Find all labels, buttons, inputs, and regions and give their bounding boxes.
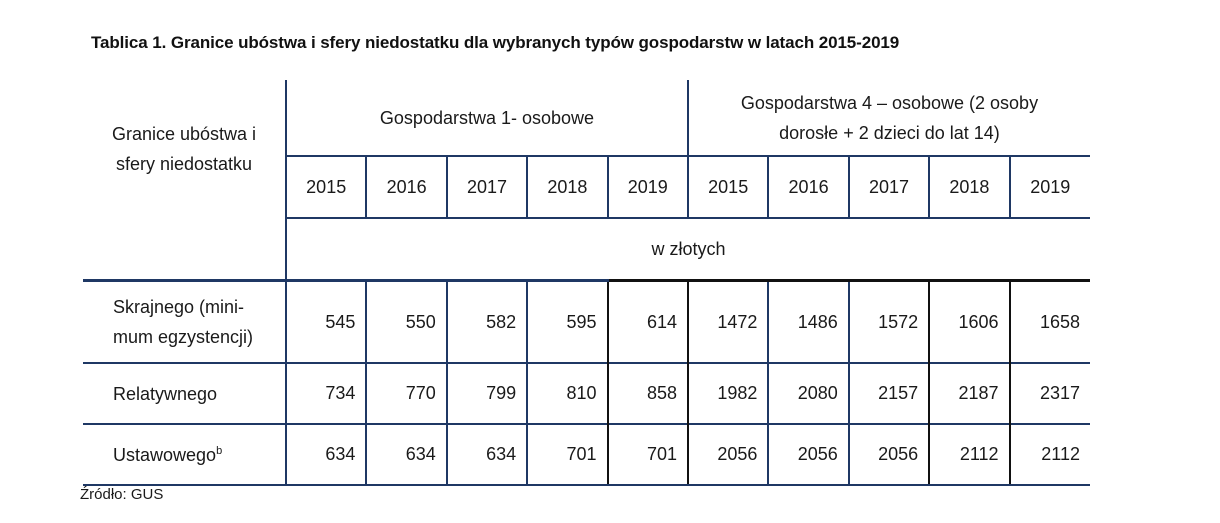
year-header: 2019 xyxy=(608,156,688,218)
table-cell: 1982 xyxy=(688,363,768,424)
table-row xyxy=(83,424,1090,485)
row-label-line: mum egzystencji) xyxy=(113,327,254,347)
row-label-text: Ustawowego xyxy=(113,444,217,465)
row-header-text: Granice ubóstwa i sfery niedostatku xyxy=(111,124,257,174)
year-header: 2016 xyxy=(366,156,446,218)
table-row xyxy=(83,281,1090,364)
table-cell: 799 xyxy=(447,363,527,424)
table-cell: 545 xyxy=(286,281,366,364)
row-label-line: Skrajnego (mini- xyxy=(113,297,245,317)
table-cell: 2187 xyxy=(929,363,1009,424)
table-cell: 634 xyxy=(447,424,527,485)
year-header: 2019 xyxy=(1010,156,1090,218)
table-cell: 2157 xyxy=(849,363,929,424)
footnote-marker: b xyxy=(216,444,223,457)
table-cell: 2056 xyxy=(688,424,768,485)
table-cell: 701 xyxy=(527,424,607,485)
table-cell: 810 xyxy=(527,363,607,424)
row-header-cell xyxy=(83,80,286,218)
year-header: 2017 xyxy=(447,156,527,218)
table-cell: 858 xyxy=(608,363,688,424)
table-cell: 614 xyxy=(608,281,688,364)
table-cell: 701 xyxy=(608,424,688,485)
year-header: 2017 xyxy=(849,156,929,218)
unit-header: w złotych xyxy=(286,218,1090,281)
table-cell: 2112 xyxy=(1010,424,1090,485)
table-cell: 2056 xyxy=(849,424,929,485)
table-cell: 582 xyxy=(447,281,527,364)
table-cell: 2056 xyxy=(768,424,848,485)
table-cell: 634 xyxy=(286,424,366,485)
year-header: 2016 xyxy=(768,156,848,218)
table-row xyxy=(83,363,1090,424)
table-cell: 550 xyxy=(366,281,446,364)
row-label: Relatywnego xyxy=(83,363,286,424)
table-cell: 1472 xyxy=(688,281,768,364)
year-header: 2018 xyxy=(527,156,607,218)
table-cell: 2080 xyxy=(768,363,848,424)
table-cell: 634 xyxy=(366,424,446,485)
table-title: Tablica 1. Granice ubóstwa i sfery niedostatku dla wybranych typów gospodarstw w latach 2015-2019 xyxy=(91,33,900,52)
year-header: 2015 xyxy=(286,156,366,218)
table-cell: 1658 xyxy=(1010,281,1090,364)
table-cell: 734 xyxy=(286,363,366,424)
group-header-4-person-text: Gospodarstwa 4 – osobowe (2 osoby dorosłe + 2 dzieci do lat 14) xyxy=(740,92,1039,143)
poverty-thresholds-table xyxy=(83,80,1090,486)
row-label xyxy=(83,424,286,485)
group-header-4-person xyxy=(688,80,1090,156)
empty-header-cell xyxy=(83,218,286,281)
source-note: Źródło: GUS xyxy=(80,486,164,503)
year-header: 2015 xyxy=(688,156,768,218)
table-cell: 2317 xyxy=(1010,363,1090,424)
group-header-1-person: Gospodarstwa 1- osobowe xyxy=(286,80,688,156)
table-cell: 770 xyxy=(366,363,446,424)
year-header: 2018 xyxy=(929,156,1009,218)
row-label xyxy=(83,281,286,364)
table-cell: 2112 xyxy=(929,424,1009,485)
table-cell: 1572 xyxy=(849,281,929,364)
table-cell: 1606 xyxy=(929,281,1009,364)
table-cell: 1486 xyxy=(768,281,848,364)
table-cell: 595 xyxy=(527,281,607,364)
